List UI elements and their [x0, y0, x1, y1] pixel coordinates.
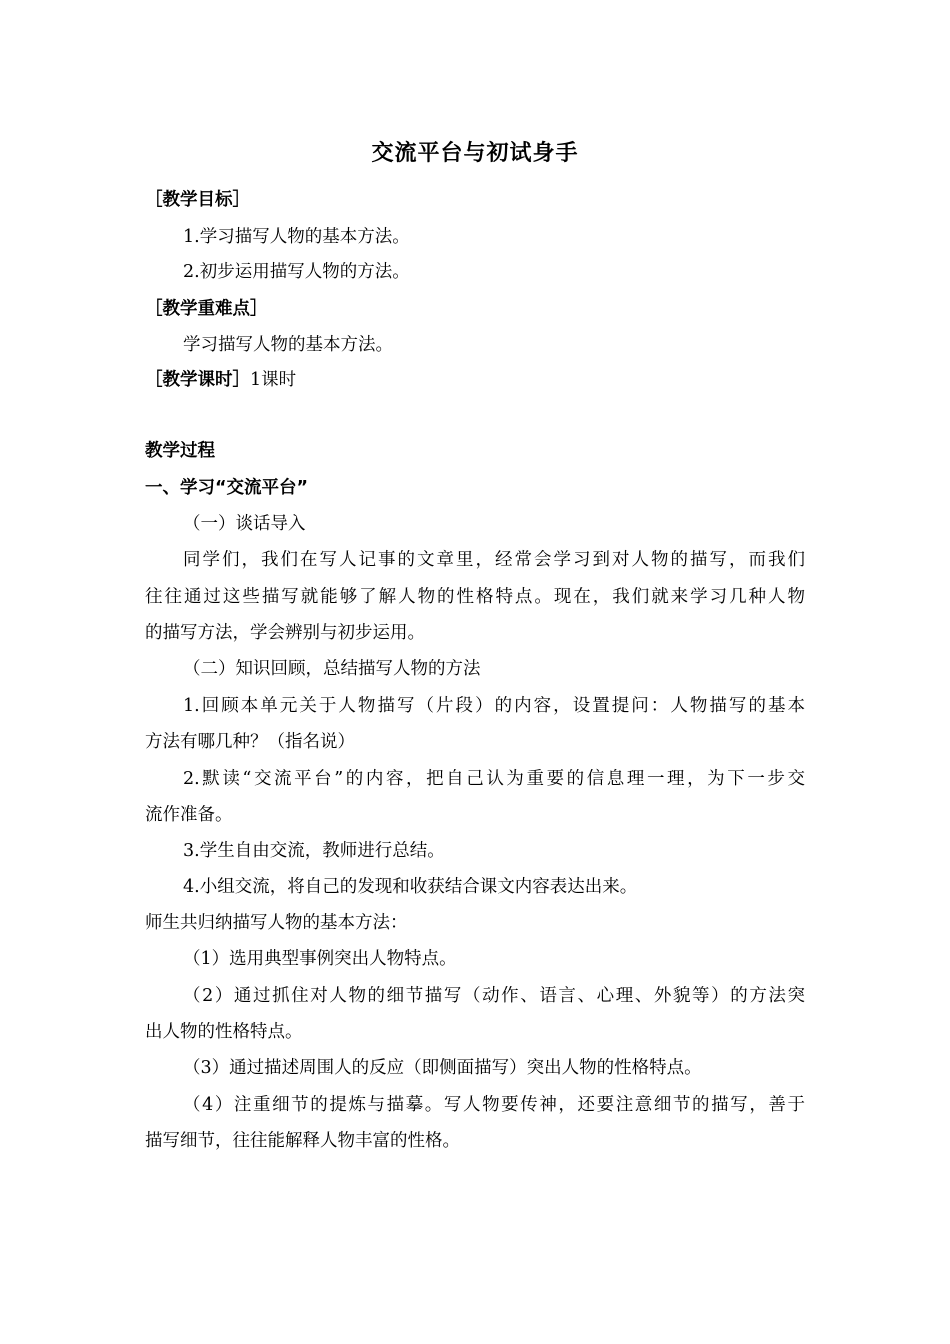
method2-line-2: 出人物的性格特点。 [145, 1022, 303, 1042]
item1-line-1: 1.回顾本单元关于人物描写（片段）的内容，设置提问：人物描写的基本 [183, 696, 805, 716]
time-value: 1课时 [250, 370, 297, 390]
summary-intro: 师生共归纳描写人物的基本方法： [145, 913, 408, 933]
goals-heading: ［教学目标］ [145, 190, 250, 210]
item3: 3.学生自由交流，教师进行总结。 [183, 841, 445, 861]
key-text: 学习描写人物的基本方法。 [183, 335, 393, 355]
item4: 4.小组交流，将自己的发现和收获结合课文内容表达出来。 [183, 877, 638, 897]
goal-item-1: 1.学习描写人物的基本方法。 [183, 227, 410, 247]
time-heading: ［教学课时］ [145, 370, 250, 390]
key-heading: ［教学重难点］ [145, 299, 268, 319]
sub2-heading: （二）知识回顾，总结描写人物的方法 [183, 659, 481, 679]
method-1: （1）选用典型事例突出人物特点。 [183, 949, 457, 969]
process-heading: 教学过程 [145, 441, 215, 461]
goal-item-2: 2.初步运用描写人物的方法。 [183, 262, 410, 282]
item2-line-2: 流作准备。 [145, 805, 233, 825]
sub1-para-line-3: 的描写方法，学会辨别与初步运用。 [145, 623, 425, 643]
item1-line-2: 方法有哪几种？（指名说） [145, 732, 355, 752]
method-3: （3）通过描述周围人的反应（即侧面描写）突出人物的性格特点。 [183, 1058, 702, 1078]
method4-line-2: 描写细节，往往能解释人物丰富的性格。 [145, 1131, 460, 1151]
method4-line-1: （4）注重细节的提炼与描摹。写人物要传神，还要注意细节的描写，善于 [183, 1095, 805, 1115]
method2-line-1: （2）通过抓住对人物的细节描写（动作、语言、心理、外貌等）的方法突 [183, 986, 805, 1006]
part1-heading: 一、学习“交流平台” [145, 478, 309, 498]
sub1-heading: （一）谈话导入 [183, 514, 306, 534]
item2-line-1: 2.默读“交流平台”的内容，把自己认为重要的信息理一理，为下一步交 [183, 769, 805, 789]
time-row [145, 362, 805, 399]
document-title: 交流平台与初试身手 [371, 141, 579, 166]
sub1-para-line-2: 往往通过这些描写就能够了解人物的性格特点。现在，我们就来学习几种人物 [145, 587, 805, 607]
sub1-para-line-1: 同学们，我们在写人记事的文章里，经常会学习到对人物的描写，而我们 [183, 550, 805, 570]
